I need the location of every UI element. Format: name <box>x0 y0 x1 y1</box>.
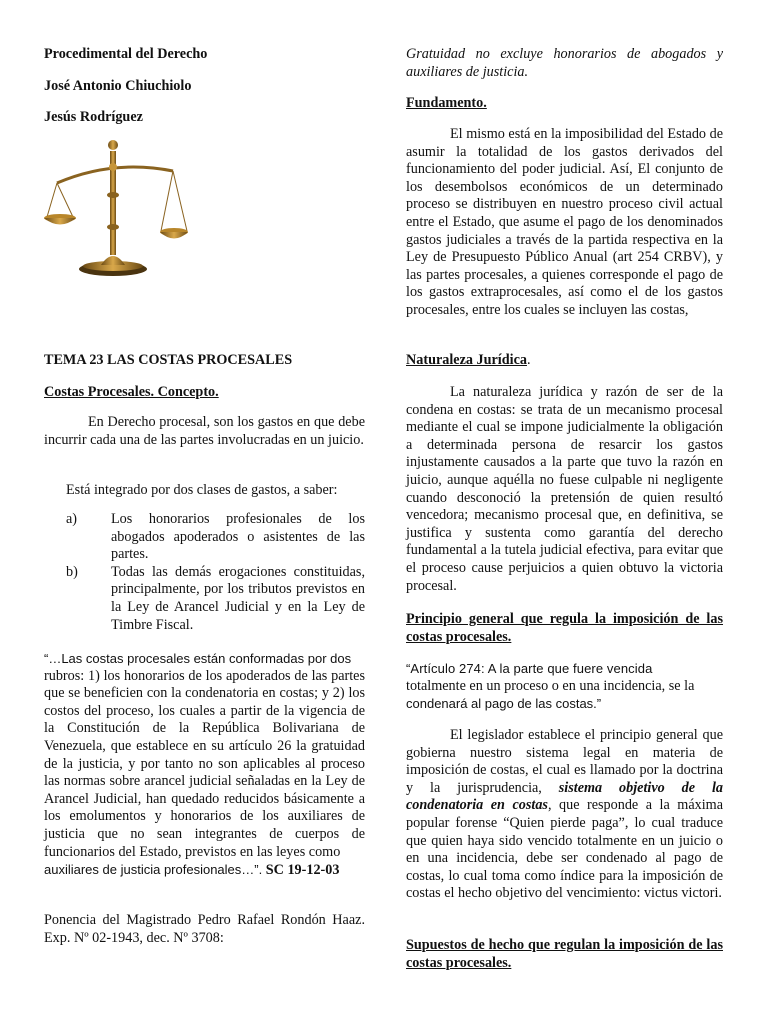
list-marker: b) <box>66 563 78 580</box>
balance-scale-icon <box>43 137 189 279</box>
legislador-paragraph <box>406 727 723 903</box>
articulo-quote <box>406 660 723 713</box>
gratuidad-note: Gratuidad no excluye honorarios de abogados y auxiliares de justicia. <box>406 46 723 80</box>
author-name: Jesús Rodríguez <box>44 109 143 125</box>
ponencia-paragraph: Ponencia del Magistrado Pedro Rafael Rondón Haaz. Exp. Nº 02-1943, dec. Nº 3708: <box>44 912 365 946</box>
principio-heading: Principio general que regula la imposición de las costas procesales. <box>406 611 723 645</box>
concept-heading: Costas Procesales. Concepto. <box>44 384 219 400</box>
heading-period: . <box>526 352 531 368</box>
list-intro: Está integrado por dos clases de gastos, a saber: <box>66 482 338 498</box>
list-item-text: Los honorarios profesionales de los abogados apoderados o asistentes de las partes. <box>111 511 365 563</box>
concept-paragraph: En Derecho procesal, son los gastos en que debe incurrir cada una de las partes involucradas en un juicio. <box>44 414 365 448</box>
naturaleza-heading-line <box>406 352 723 370</box>
quote-opening: “…Las costas procesales están conformadas por dos <box>44 651 352 666</box>
fundamento-paragraph: El mismo está en la imposibilidad del Estado de asumir la totalidad de los gastos derivados del funcionamiento del poder judicial. Así, El conjunto de los desembolsos económicos de un determinado proceso se distribuyen en nuestro proceso civil actual entre el Estado, que asume el pago de los denominados gastos judiciales a través de la partida respectiva en la Ley de Presupuesto Público Anual (art 254 CRBV), y las partes procesales, a quienes corresponde el pago de los gastos extraprocesales, así como el de los gastos procesales, entre los cuales se incluyen las costas, <box>406 126 723 318</box>
naturaleza-paragraph: La naturaleza jurídica y razón de ser de la condena en costas: se trata de un mecanismo procesal mediante el cual se impone judicialmente la obligación a determinada persona de resarcir los gastos injustamente causados a la parte que tuvo la razón en juicio, aunque aquélla no fuese culpable ni negligente cuando desconoció la pretensión de quien resultó vencedora; mecanismo procesal que, en definitiva, se justifica y sustenta como garantía del derecho fundamental a la tutela judicial efectiva, para evitar que el proceso cause perjuicios a quien obtuvo la victoria procesal. <box>406 384 723 594</box>
articulo-line: “Artículo 274: A la parte que fuere vencida <box>406 661 653 676</box>
legislador-text: , que responde a la máxima popular forense “Quien pierde paga”, lo cual traduce que quien haya sido vencido totalmente en un juicio o en una incidencia, debe ser condenado al pago de costas, lo cual toma como índice para la imposición de costas el hecho objetivo del vencimiento: victus victori. <box>406 797 723 902</box>
quote-ending: auxiliares de justicia profesionales…”. <box>44 862 263 878</box>
sistema-objetivo-emphasis: sistema objetivo de la condenatoria en costas <box>406 779 723 814</box>
supuestos-heading: Supuestos de hecho que regulan la imposición de las costas procesales. <box>406 937 723 971</box>
author-name: José Antonio Chiuchiolo <box>44 78 192 94</box>
legislador-text: El legislador establece el principio general que gobierna nuestro sistema legal en materia de imposición de costas, el cual es llamado por la doctrina y la jurisprudencia, <box>406 727 723 796</box>
course-title: Procedimental del Derecho <box>44 46 208 62</box>
tema-title: TEMA 23 LAS COSTAS PROCESALES <box>44 352 293 368</box>
list-item-text: Todas las demás erogaciones constituidas, principalmente, por los tributos previstos en la Ley de Arancel Judicial y en la Ley de Timbre Fiscal. <box>111 563 365 633</box>
quote-citation: SC 19-12-03 <box>265 862 340 879</box>
gastos-list <box>66 511 365 634</box>
quote-body: rubros: 1) los honorarios de los apoderados de las partes que se beneficien con la condenatoria en costas; y 2) los costos del proceso, los cuales a partir de la vigencia de la Constitución de la República Bolivariana de Venezuela, que establece en su artículo 26 la gratuidad de la justicia, y por tanto no son aplicables al proceso las normas sobre arancel judicial señaladas en la Ley de Arancel Judicial, han quedado reducidos básicamente a los emolumentos y honorarios de los auxiliares de justicia que no sean integrantes de cuerpos de funcionarios del Estado, previstos en las leyes como <box>44 667 365 860</box>
articulo-line: condenará al pago de las costas.” <box>406 696 602 712</box>
naturaleza-heading: Naturaleza Jurídica <box>406 352 527 368</box>
list-item <box>66 511 365 564</box>
fundamento-heading: Fundamento. <box>406 95 487 111</box>
list-marker: a) <box>66 511 78 527</box>
articulo-line: totalmente en un proceso o en una incidencia, se la <box>406 677 695 694</box>
jurisprudence-quote <box>44 650 365 880</box>
list-item <box>66 564 365 634</box>
